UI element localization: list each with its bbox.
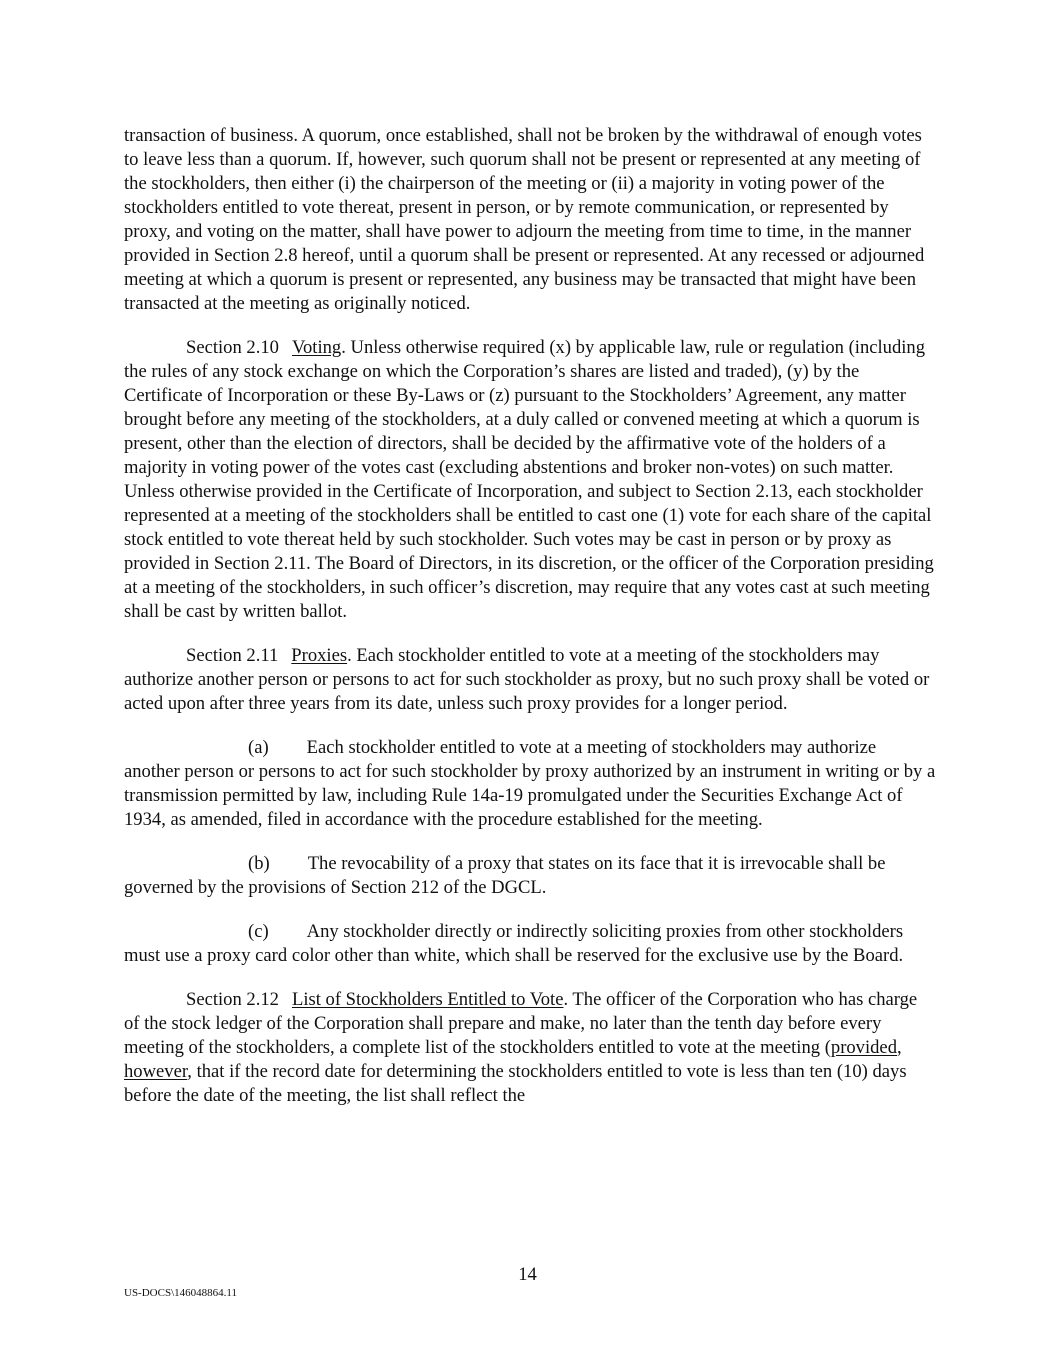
section-title: List of Stockholders Entitled to Vote (291, 989, 564, 1010)
document-id: US-DOCS\146048864.11 (124, 1287, 237, 1299)
section-text: . Each stockholder entitled to vote at a meeting of the stockholders may authorize another person or persons to act for such stockholder as proxy, but no such proxy shall be voted or acted upon after three years from its date, unless such proxy provides for a longer period. (124, 645, 930, 714)
page-number: 14 (518, 1264, 537, 1285)
subsection-2-11-c (124, 920, 936, 968)
subsection-text: Each stockholder entitled to vote at a meeting of stockholders may authorize another person or persons to act for such stockholder by proxy authorized by an instrument in writing or by a transmission permitted by law, including Rule 14a-19 promulgated under the Securities Exchange Act of 1934, as amended, filed in accordance with the procedure established for the meeting. (124, 737, 936, 830)
section-2-11-proxies (124, 644, 936, 716)
subsection-2-11-a (124, 736, 936, 832)
section-2-10-voting (124, 336, 936, 624)
section-number: Section 2.11 (186, 645, 279, 666)
section-text: . Unless otherwise required (x) by applicable law, rule or regulation (including the rules of any stock exchange on which the Corporation’s shares are listed and traded), (y) by the Certificate of Incorporation or these By-Laws or (z) pursuant to the Stockholders’ Agreement, any matter brought before any meeting of the stockholders, at a duly called or convened meeting at which a quorum is present, other than the election of directors, shall be decided by the affirmative vote of the holders of a majority in voting power of the votes cast (excluding abstentions and broker non-votes) on such matter. Unless otherwise provided in the Certificate of Incorporation, and subject to Section 2.13, each stockholder represented at a meeting of the stockholders shall be entitled to cast one (1) vote for each share of the capital stock entitled to vote thereat held by such stockholder. Such votes may be cast in person or by proxy as provided in Section 2.11. The Board of Directors, in its discretion, or the officer of the Corporation presiding at a meeting of the stockholders, in such officer’s discretion, may require that any votes cast at such meeting shall be cast by written ballot. (124, 337, 934, 622)
subsection-2-11-b (124, 852, 936, 900)
document-body (124, 124, 936, 1128)
paragraph-quorum-continued: transaction of business. A quorum, once established, shall not be broken by the withdrawal of enough votes to leave less than a quorum. If, however, such quorum shall not be present or represented at any meeting of the stockholders, then either (i) the chairperson of the meeting or (ii) a majority in voting power of the stockholders entitled to vote thereat, present in person, or by remote communication, or represented by proxy, and voting on the matter, shall have power to adjourn the meeting from time to time, in the manner provided in Section 2.8 hereof, until a quorum shall be present or represented. At any recessed or adjourned meeting at which a quorum is present or represented, any business may be transacted that might have been transacted at the meeting as originally noticed. (124, 125, 925, 314)
section-title: Proxies (291, 645, 348, 666)
section-number: Section 2.12 (186, 989, 279, 1010)
provided-term: provided (830, 1037, 897, 1058)
section-text-after: , that if the record date for determining the stockholders entitled to vote is less than ten (10) days before the date of the meeting, the list shall reflect the (124, 1061, 907, 1106)
comma-separator: , (897, 1037, 902, 1058)
section-2-12-list-of-stockholders (124, 988, 936, 1108)
subsection-text: The revocability of a proxy that states on its face that it is irrevocable shall be governed by the provisions of Section 212 of the DGCL. (124, 853, 886, 898)
subsection-text: Any stockholder directly or indirectly soliciting proxies from other stockholders must use a proxy card color other than white, which shall be reserved for the exclusive use by the Board. (124, 921, 904, 966)
subsection-label: (b) (248, 853, 270, 874)
section-title: Voting (291, 337, 342, 358)
section-text-before: . The officer of the Corporation who has charge of the stock ledger of the Corporation shall prepare and make, no later than the tenth day before every meeting of the stockholders, a complete list of the stockholders entitled to vote at the meeting ( (124, 989, 918, 1058)
section-number: Section 2.10 (186, 337, 279, 358)
subsection-label: (a) (248, 737, 269, 758)
subsection-label: (c) (248, 921, 269, 942)
however-term: however (124, 1061, 188, 1082)
